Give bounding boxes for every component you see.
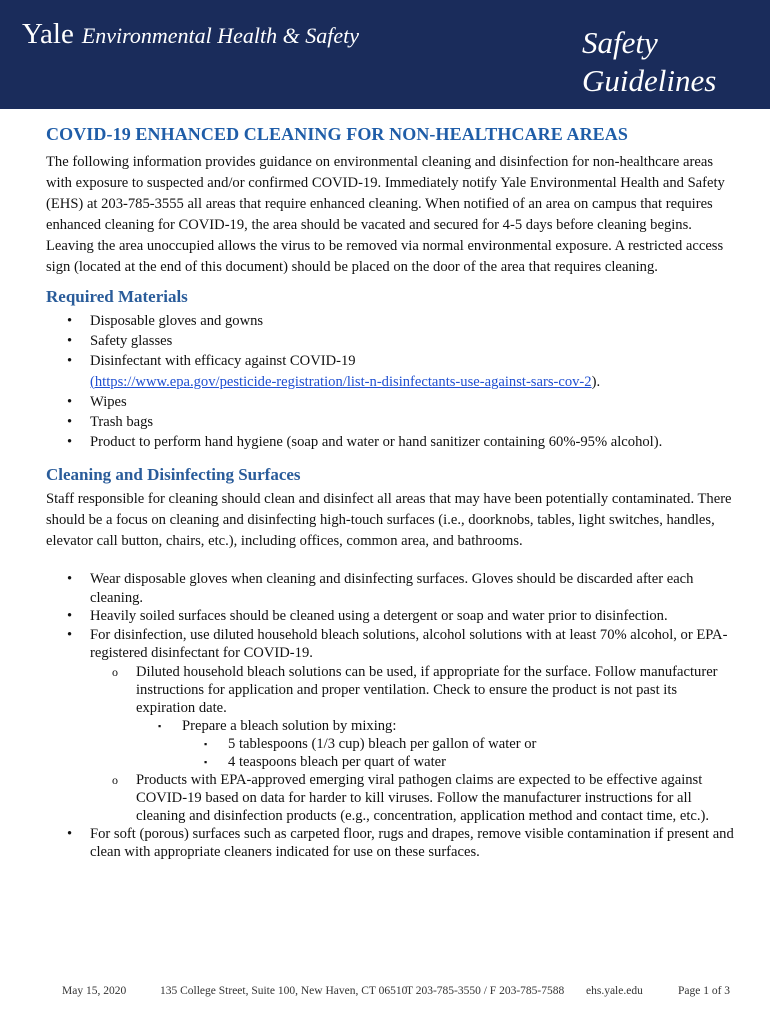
cleaning-heading: Cleaning and Disinfecting Surfaces <box>46 465 301 485</box>
circle-bullet-icon: o <box>112 772 118 787</box>
list-item: • Disinfectant with efficacy against COVID-19 (https://www.epa.gov/pesticide-registration/list-n-disinfectants-use-against-sars-cov-2). <box>67 353 601 390</box>
bullet-icon: • <box>67 414 73 431</box>
list-item: • Wear disposable gloves when cleaning and disinfecting surfaces. Gloves should be discarded after each cleaning. <box>67 571 694 606</box>
bullet-icon: • <box>67 571 73 588</box>
bleach-sublist <box>136 717 736 771</box>
footer-phone: T 203-785-3550 / F 203-785-7588 <box>406 985 565 997</box>
square-bullet-icon: ▪ <box>158 720 162 731</box>
footer-address: 135 College Street, Suite 100, New Haven, CT 06510 <box>160 985 408 997</box>
page-footer <box>0 985 770 1005</box>
bullet-icon: • <box>67 608 73 625</box>
yale-wordmark: Yale <box>22 18 74 50</box>
document-title: COVID-19 ENHANCED CLEANING FOR NON-HEALTHCARE AREAS <box>46 124 628 144</box>
epa-list-link[interactable]: (https://www.epa.gov/pesticide-registration/list-n-disinfectants-use-against-sars-cov-2 <box>90 373 592 390</box>
bullet-icon: • <box>67 434 73 451</box>
doc-type-line-2: Guidelines <box>582 63 717 98</box>
doc-type-line-1: Safety <box>582 25 658 60</box>
list-item: • Trash bags <box>46 412 736 432</box>
bullet-icon: • <box>67 353 73 370</box>
cleaning-intro: Staff responsible for cleaning should clean and disinfect all areas that may have been potentially contaminated. There should be a focus on cleaning and disinfecting high-touch surfaces (i.e., doorknobs, tables, light switches, handles, elevator call button, chairs, etc.), including offices, common area, and bathrooms. <box>46 491 732 550</box>
required-materials-list <box>46 311 736 452</box>
circle-bullet-icon: o <box>112 664 118 679</box>
list-item: • Heavily soiled surfaces should be cleaned using a detergent or soap and water prior to disinfection. <box>67 608 668 625</box>
bullet-icon: • <box>67 626 73 643</box>
bullet-icon: • <box>67 333 73 350</box>
mix-item: ▪ 4 teaspoons bleach per quart of water <box>204 753 447 770</box>
list-item: • Wipes <box>46 392 736 412</box>
list-item: • Product to perform hand hygiene (soap and water or hand sanitizer containing 60%-95% alcohol). <box>46 432 736 452</box>
org-logo <box>22 18 359 51</box>
document-body <box>46 124 736 862</box>
intro-paragraph: The following information provides guidance on environmental cleaning and disinfection for non-healthcare areas with exposure to suspected and/or confirmed COVID-19. Immediately notify Yale Environmental Health and Safety (EHS) at 203-785-3555 all areas that require enhanced cleaning. When notified of an area on campus that requires enhanced cleaning for COVID-19, the area should be vacated and secured for 4-5 days before cleaning begins. Leaving the area unoccupied allows the virus to be removed via normal environmental exposure. A restricted access sign (located at the end of this document) should be placed on the door of the area that requires cleaning. <box>46 154 725 275</box>
bullet-icon: • <box>67 313 73 329</box>
list-item: • Safety glasses <box>46 331 736 351</box>
disinfection-sublist <box>90 663 736 825</box>
department-name: Environmental Health & Safety <box>81 23 360 48</box>
required-materials-heading: Required Materials <box>46 287 188 306</box>
footer-website[interactable]: ehs.yale.edu <box>586 985 643 997</box>
list-item: • For disinfection, use diluted household bleach solutions, alcohol solutions with at least 70% alcohol, or EPA-registered disinfectant for COVID-19. o Diluted household bleach solutions can be used, if appropriate for the surface. Follow manufacturer instructions for application and proper ventilation. Check to ensure the product is not past its expiration date. ▪ Prepare a bleach solution by mixing: ▪ 5 tablespoons (1/3 cup) bleach per gallon of water or ▪ 4 teaspoons bleach per quart of water o Products with EPA-approved emerging viral pathogen claims are expected to be effective against COVID-19 based on data for harder to kill viruses. Follow the manufacturer instructions for all cleaning and disinfection products (e.g., concentration, application method and contact time, etc.). <box>46 626 736 825</box>
sub-list-item: o Diluted household bleach solutions can be used, if appropriate for the surface. Follow manufacturer instructions for application and proper ventilation. Check to ensure the product is not past its expiration date. ▪ Prepare a bleach solution by mixing: ▪ 5 tablespoons (1/3 cup) bleach per gallon of water or ▪ 4 teaspoons bleach per quart of water <box>90 663 736 771</box>
footer-page-number: Page 1 of 3 <box>678 985 731 997</box>
link-close: ). <box>591 373 601 390</box>
square-bullet-icon: ▪ <box>204 756 208 767</box>
mix-item: ▪ 5 tablespoons (1/3 cup) bleach per gallon of water or <box>204 735 537 752</box>
bullet-icon: • <box>67 825 73 842</box>
document-type <box>582 24 716 100</box>
bullet-icon: • <box>67 393 73 410</box>
sub-list-item: o Products with EPA-approved emerging viral pathogen claims are expected to be effective against COVID-19 based on data for harder to kill viruses. Follow the manufacturer instructions for all cleaning and disinfection products (e.g., concentration, application method and contact time, etc.). <box>112 771 710 824</box>
cleaning-list <box>46 570 736 862</box>
page-header <box>0 0 770 109</box>
mix-list <box>182 735 736 771</box>
list-item: • Disposable gloves and gowns <box>46 311 736 331</box>
sub-sub-list-item: ▪ Prepare a bleach solution by mixing: ▪ 5 tablespoons (1/3 cup) bleach per gallon of water or ▪ 4 teaspoons bleach per quart of water <box>136 717 736 771</box>
square-bullet-icon: ▪ <box>204 738 208 749</box>
list-item: • For soft (porous) surfaces such as carpeted floor, rugs and drapes, remove visible contamination if present and clean with appropriate cleaners indicated for use on these surfaces. <box>67 825 734 861</box>
footer-date: May 15, 2020 <box>62 985 127 997</box>
